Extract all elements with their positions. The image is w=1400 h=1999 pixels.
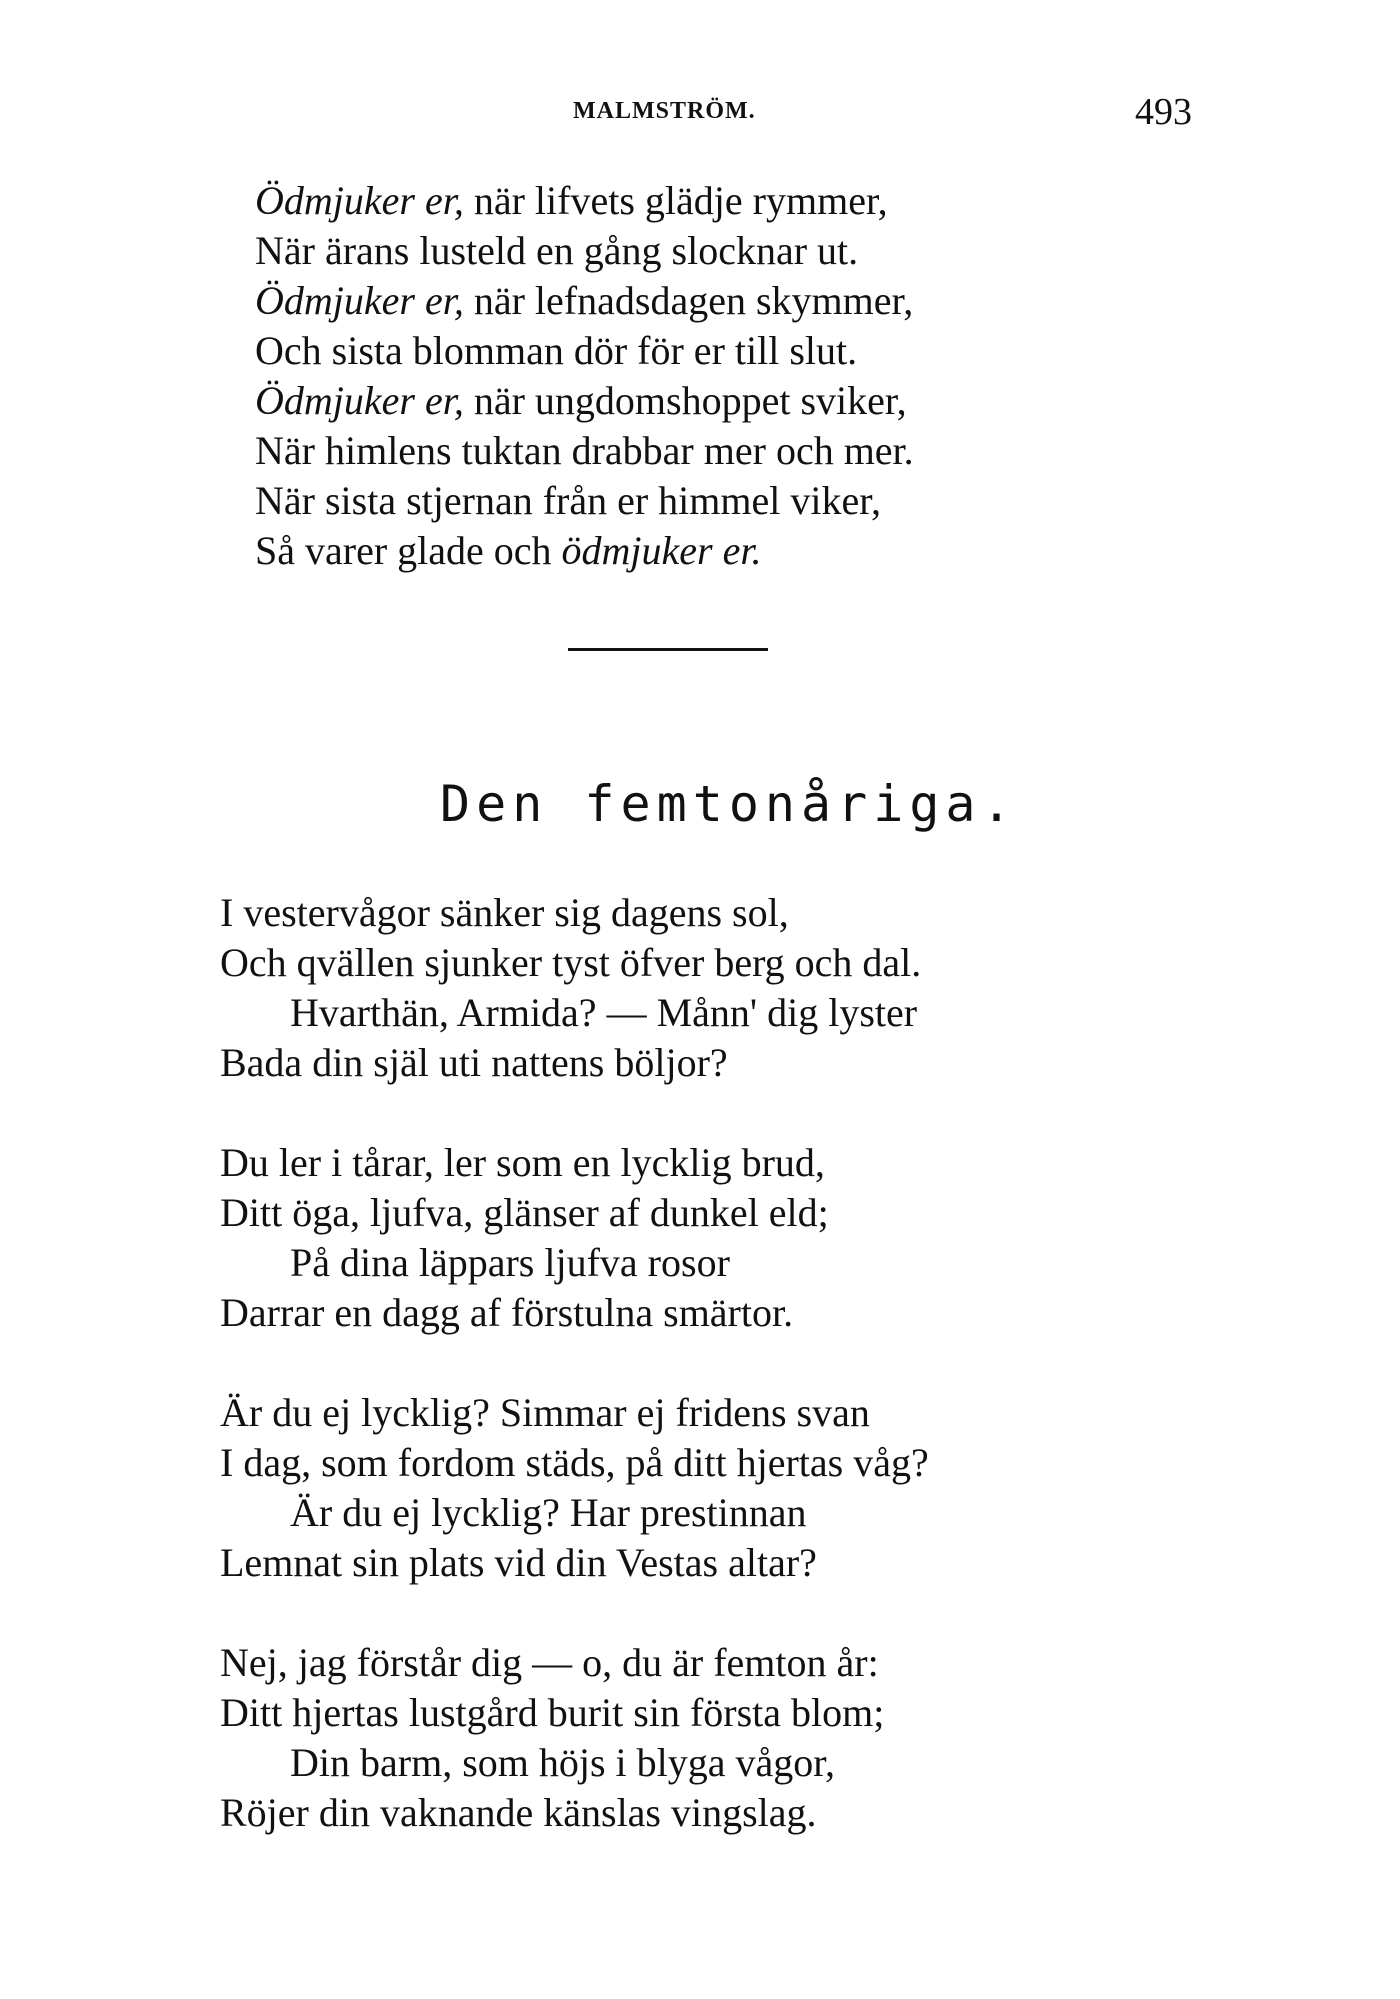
- poem-line: [255, 378, 907, 423]
- poem-line-text: när lifvets glädje rymmer,: [463, 178, 888, 223]
- poem-line: Röjer din vaknande känslas vingslag.: [220, 1790, 817, 1835]
- section-divider: [568, 648, 768, 651]
- running-header: MALMSTRÖM.: [573, 98, 756, 124]
- poem-line: [255, 478, 881, 523]
- poem-line: [255, 278, 914, 323]
- poem-line: [255, 178, 888, 223]
- poem-line: På dina läppars ljufva rosor: [290, 1240, 730, 1285]
- poem-line: [255, 528, 762, 573]
- poem-line-text: När sista stjernan från er himmel viker,: [255, 478, 881, 523]
- poem-line: Nej, jag förstår dig — o, du är femton år:: [220, 1640, 879, 1685]
- poem-line: Bada din själ uti nattens böljor?: [220, 1040, 728, 1085]
- poem-line: [255, 328, 858, 373]
- poem-line: Din barm, som höjs i blyga vågor,: [290, 1740, 835, 1785]
- poem-title: Den femtonåriga.: [440, 775, 1018, 833]
- poem-line-italic: Ödmjuker er,: [255, 278, 464, 323]
- poem-line-text: När ärans lusteld en gång slocknar ut.: [255, 228, 859, 273]
- poem-line-italic: Ödmjuker er,: [255, 178, 464, 223]
- poem-line-text: när lefnadsdagen skymmer,: [463, 278, 914, 323]
- poem-line: [255, 428, 914, 473]
- poem-line: Och qvällen sjunker tyst öfver berg och dal.: [220, 940, 922, 985]
- poem-line: Darrar en dagg af förstulna smärtor.: [220, 1290, 794, 1335]
- poem-line: Är du ej lycklig? Simmar ej fridens svan: [220, 1390, 870, 1435]
- poem-line: Är du ej lycklig? Har prestinnan: [290, 1490, 807, 1535]
- poem-line-text: när ungdomshoppet sviker,: [463, 378, 907, 423]
- poem-line-text: När himlens tuktan drabbar mer och mer.: [255, 428, 914, 473]
- poem-line: I dag, som fordom städs, på ditt hjertas våg?: [220, 1440, 929, 1485]
- poem-line: Hvarthän, Armida? — Månn' dig lyster: [290, 990, 918, 1035]
- poem-line: Du ler i tårar, ler som en lycklig brud,: [220, 1140, 825, 1185]
- poem-line-text: Och sista blomman dör för er till slut.: [255, 328, 858, 373]
- poem-line: Ditt öga, ljufva, glänser af dunkel eld;: [220, 1190, 829, 1235]
- page-number: 493: [1135, 91, 1192, 133]
- poem-line: Lemnat sin plats vid din Vestas altar?: [220, 1540, 817, 1585]
- poem-line-italic: ödmjuker er.: [561, 528, 762, 573]
- poem-line: I vestervågor sänker sig dagens sol,: [220, 890, 789, 935]
- poem-line-text: Så varer glade och: [255, 528, 562, 573]
- poem-line: Ditt hjertas lustgård burit sin första blom;: [220, 1690, 885, 1735]
- poem-line-italic: Ödmjuker er,: [255, 378, 464, 423]
- poem-line: [255, 228, 859, 273]
